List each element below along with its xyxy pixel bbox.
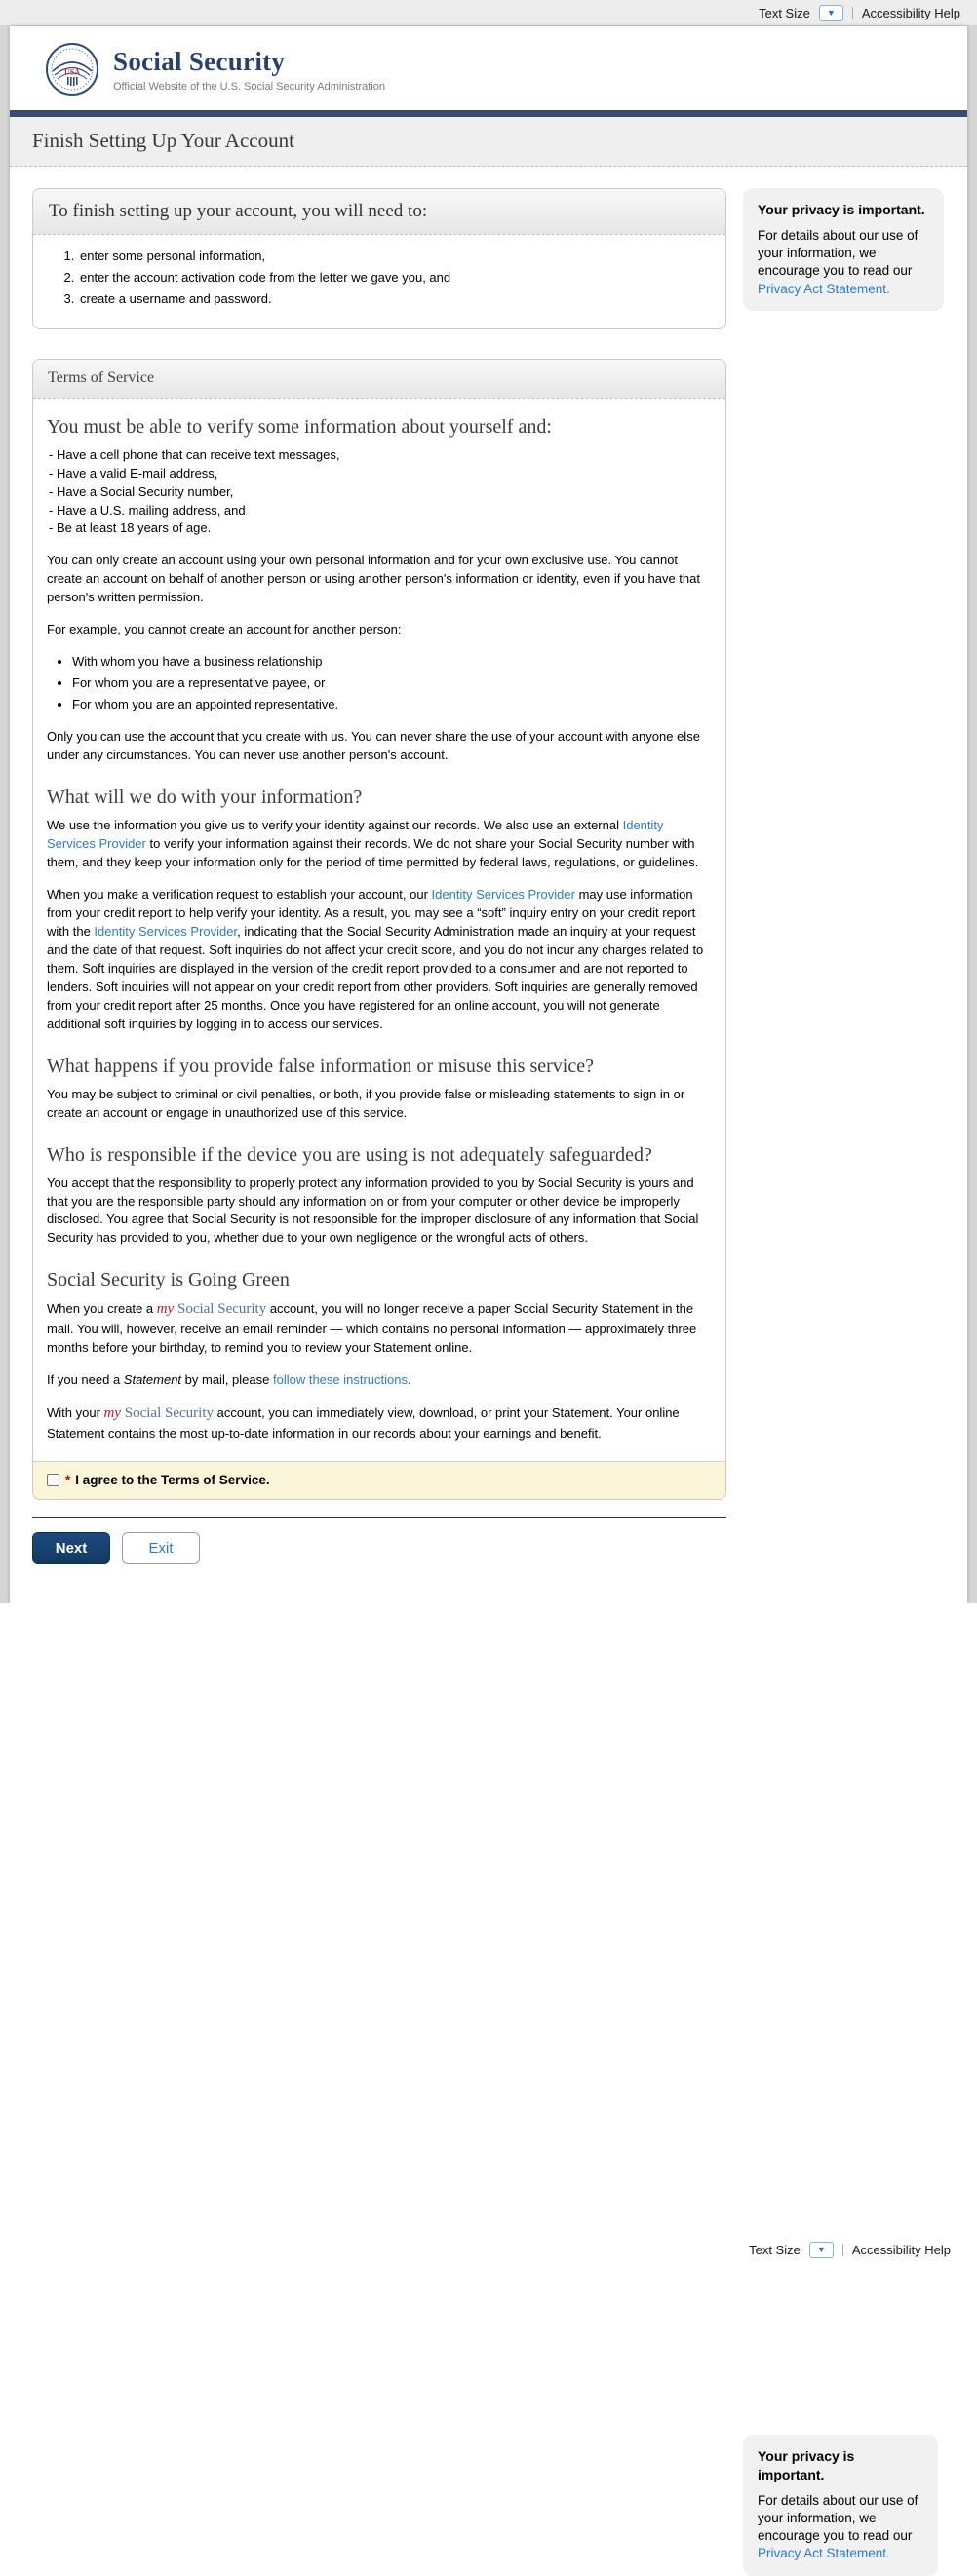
terms-verify-heading: You must be able to verify some information about yourself and:: [47, 416, 552, 438]
verify-requirements-list: [49, 446, 712, 538]
terms-false-info-heading: What happens if you provide false information or misuse this service?: [47, 1055, 594, 1077]
text-segment: If you need a: [47, 1372, 124, 1388]
agree-label[interactable]: I agree to the Terms of Service.: [75, 1473, 270, 1488]
terms-content: [33, 399, 725, 1461]
terms-device-heading: Who is responsible if the device you are using is not adequately safeguarded?: [47, 1143, 652, 1166]
text-segment: may use information from your credit report to help verify your identity. As a result, you may see a “soft” inquiry entry on your credit report with the: [47, 886, 696, 939]
next-button[interactable]: Next: [32, 1532, 110, 1564]
list-item: - Have a Social Security number,: [49, 483, 712, 502]
text-segment: .: [408, 1372, 411, 1388]
privacy-box-duplicate: [743, 2435, 938, 2576]
text-segment: When you make a verification request to establish your account, our: [47, 886, 432, 902]
privacy-box: [743, 188, 944, 311]
list-item: • For whom you are an appointed representative.: [72, 696, 712, 714]
text-size-dropdown[interactable]: [819, 5, 843, 21]
setup-box-title: To finish setting up your account, you will need to:: [33, 189, 725, 235]
text-size-dropdown[interactable]: [809, 2242, 834, 2258]
list-item: - Have a U.S. mailing address, and: [49, 502, 712, 520]
page-lower-area: [0, 1603, 977, 2561]
terms-panel-title: Terms of Service: [33, 360, 725, 399]
button-divider: [32, 1517, 726, 1518]
false-info-paragraph: You may be subject to criminal or civil penalties, or both, if you provide false or misleading statements to sign in or create an account or engage in unauthorized use of this service.: [47, 1086, 685, 1120]
page-container: [10, 26, 967, 1603]
setup-step: 1. enter some personal information,: [78, 249, 710, 263]
required-asterisk: *: [65, 1473, 71, 1488]
brand-tagline: Official Website of the U.S. Social Security Administration: [113, 80, 385, 93]
social-security-brand-text: Social Security: [121, 1405, 214, 1422]
site-header: [10, 26, 967, 110]
chevron-down-icon: ▼: [826, 7, 836, 18]
info-paragraph-1: [47, 817, 712, 872]
text-segment: , indicating that the Social Security Administration made an inquiry at your request and the date of that request. Soft inquiries do not affect your credit score, and you do not incur any charges related to them. Soft inquiries are displayed in the version of the credit report provided to a consumer and are not reported to lenders. Soft inquiries will not appear on your credit report from other providers. Soft inquiries are generally removed from your credit report after 25 months. Once you have registered for an online account, you will not generate additional soft inquiries by logging in to access our services.: [47, 923, 704, 1031]
device-paragraph: You accept that the responsibility to properly protect any information provided to you by Social Security is yours and that you are the responsible party should any information on or from your computer or other device be improperly disclosed. You agree that Social Security is not responsible for the improper disclosure of any information that Social Security has provided to you, whether due to your own negligence or the wrongful acts of others.: [47, 1174, 699, 1246]
statement-italic: Statement: [123, 1372, 182, 1388]
going-green-paragraph: [47, 1299, 712, 1358]
terms-panel: [32, 359, 726, 1500]
own-use-paragraph: You can only create an account using your own personal information and for your own exclusive use. You cannot create an account on behalf of another person or using another person's information or identity, even if you have that person's written permission.: [47, 553, 700, 605]
terms-going-green-heading: Social Security is Going Green: [47, 1269, 290, 1291]
utility-bar-duplicate: [0, 2242, 977, 2258]
accessibility-help-link[interactable]: Accessibility Help: [861, 5, 960, 20]
social-security-brand-text: Social Security: [174, 1301, 267, 1318]
utility-bar: [0, 0, 977, 26]
terms-info-heading: What will we do with your information?: [47, 786, 363, 808]
setup-step: 3. create a username and password.: [78, 291, 710, 306]
list-item: - Have a cell phone that can receive text messages,: [49, 446, 712, 465]
accessibility-help-link[interactable]: Accessibility Help: [851, 2243, 951, 2257]
ssa-seal-logo: [45, 42, 99, 96]
agree-checkbox[interactable]: [47, 1474, 59, 1486]
brand-title: Social Security: [113, 46, 286, 76]
list-item: • With whom you have a business relationship: [72, 653, 712, 672]
text-size-label: Text Size: [759, 5, 810, 20]
statement-mail-paragraph: [47, 1371, 712, 1390]
text-segment: We use the information you give us to verify your identity against our records. We also use an external: [47, 817, 623, 832]
identity-services-provider-link[interactable]: Identity Services Provider: [94, 923, 238, 939]
my-brand-text: my: [156, 1301, 175, 1318]
privacy-act-statement-link[interactable]: Privacy Act Statement.: [758, 281, 890, 296]
utility-divider: [852, 7, 853, 19]
text-segment: account, you will no longer receive a paper Social Security Statement in the mail. You will, however, receive an email reminder — which contains no personal information — approximately three months before your birthday, to remind you to review your Statement online.: [47, 1301, 697, 1356]
privacy-box-text: For details about our use of your information, we encourage you to read our: [758, 2492, 918, 2544]
only-you-paragraph: Only you can use the account that you create with us. You can never share the use of your account with anyone else under any circumstances. You can never use another person's account.: [47, 729, 700, 762]
identity-services-provider-link[interactable]: Identity Services Provider: [47, 817, 664, 851]
exit-button[interactable]: Exit: [122, 1532, 200, 1564]
privacy-act-statement-link[interactable]: Privacy Act Statement.: [758, 2546, 890, 2561]
privacy-box-title: Your privacy is important.: [758, 202, 925, 217]
list-item: - Be at least 18 years of age.: [49, 519, 712, 538]
privacy-box-text: For details about our use of your information, we encourage you to read our: [758, 227, 918, 279]
example-list: [72, 653, 712, 714]
with-account-paragraph: [47, 1403, 712, 1443]
list-item: • For whom you are a representative payee, or: [72, 674, 712, 693]
identity-services-provider-link[interactable]: Identity Services Provider: [431, 886, 575, 902]
text-size-label: Text Size: [749, 2243, 801, 2257]
text-segment: to verify your information against their records. We do not share your Social Security number with them, and they keep your information only for the period of time permitted by federal laws, regulations, or guidelines.: [47, 835, 699, 869]
text-segment: by mail, please: [181, 1372, 273, 1388]
utility-divider: [842, 2244, 843, 2256]
text-segment: With your: [47, 1405, 104, 1421]
title-band: [10, 110, 967, 167]
follow-instructions-link[interactable]: follow these instructions: [272, 1372, 408, 1388]
info-paragraph-2: [47, 886, 712, 1034]
text-segment: When you create a: [47, 1301, 157, 1317]
page-title: Finish Setting Up Your Account: [32, 129, 294, 152]
setup-step: 2. enter the account activation code from the letter we gave you, and: [78, 270, 710, 285]
example-intro: For example, you cannot create an account for another person:: [47, 622, 402, 637]
chevron-down-icon: ▼: [816, 2245, 826, 2254]
text-segment: account, you can immediately view, download, or print your Statement. Your online Statement contains the most up-to-date information in our records about your earnings and benefit.: [47, 1405, 680, 1442]
list-item: - Have a valid E-mail address,: [49, 465, 712, 483]
privacy-box-title: Your privacy is important.: [758, 2448, 855, 2482]
my-brand-text: my: [103, 1405, 122, 1422]
setup-box: [32, 188, 726, 329]
agree-band: [33, 1461, 725, 1499]
svg-text:USA: USA: [63, 67, 81, 77]
